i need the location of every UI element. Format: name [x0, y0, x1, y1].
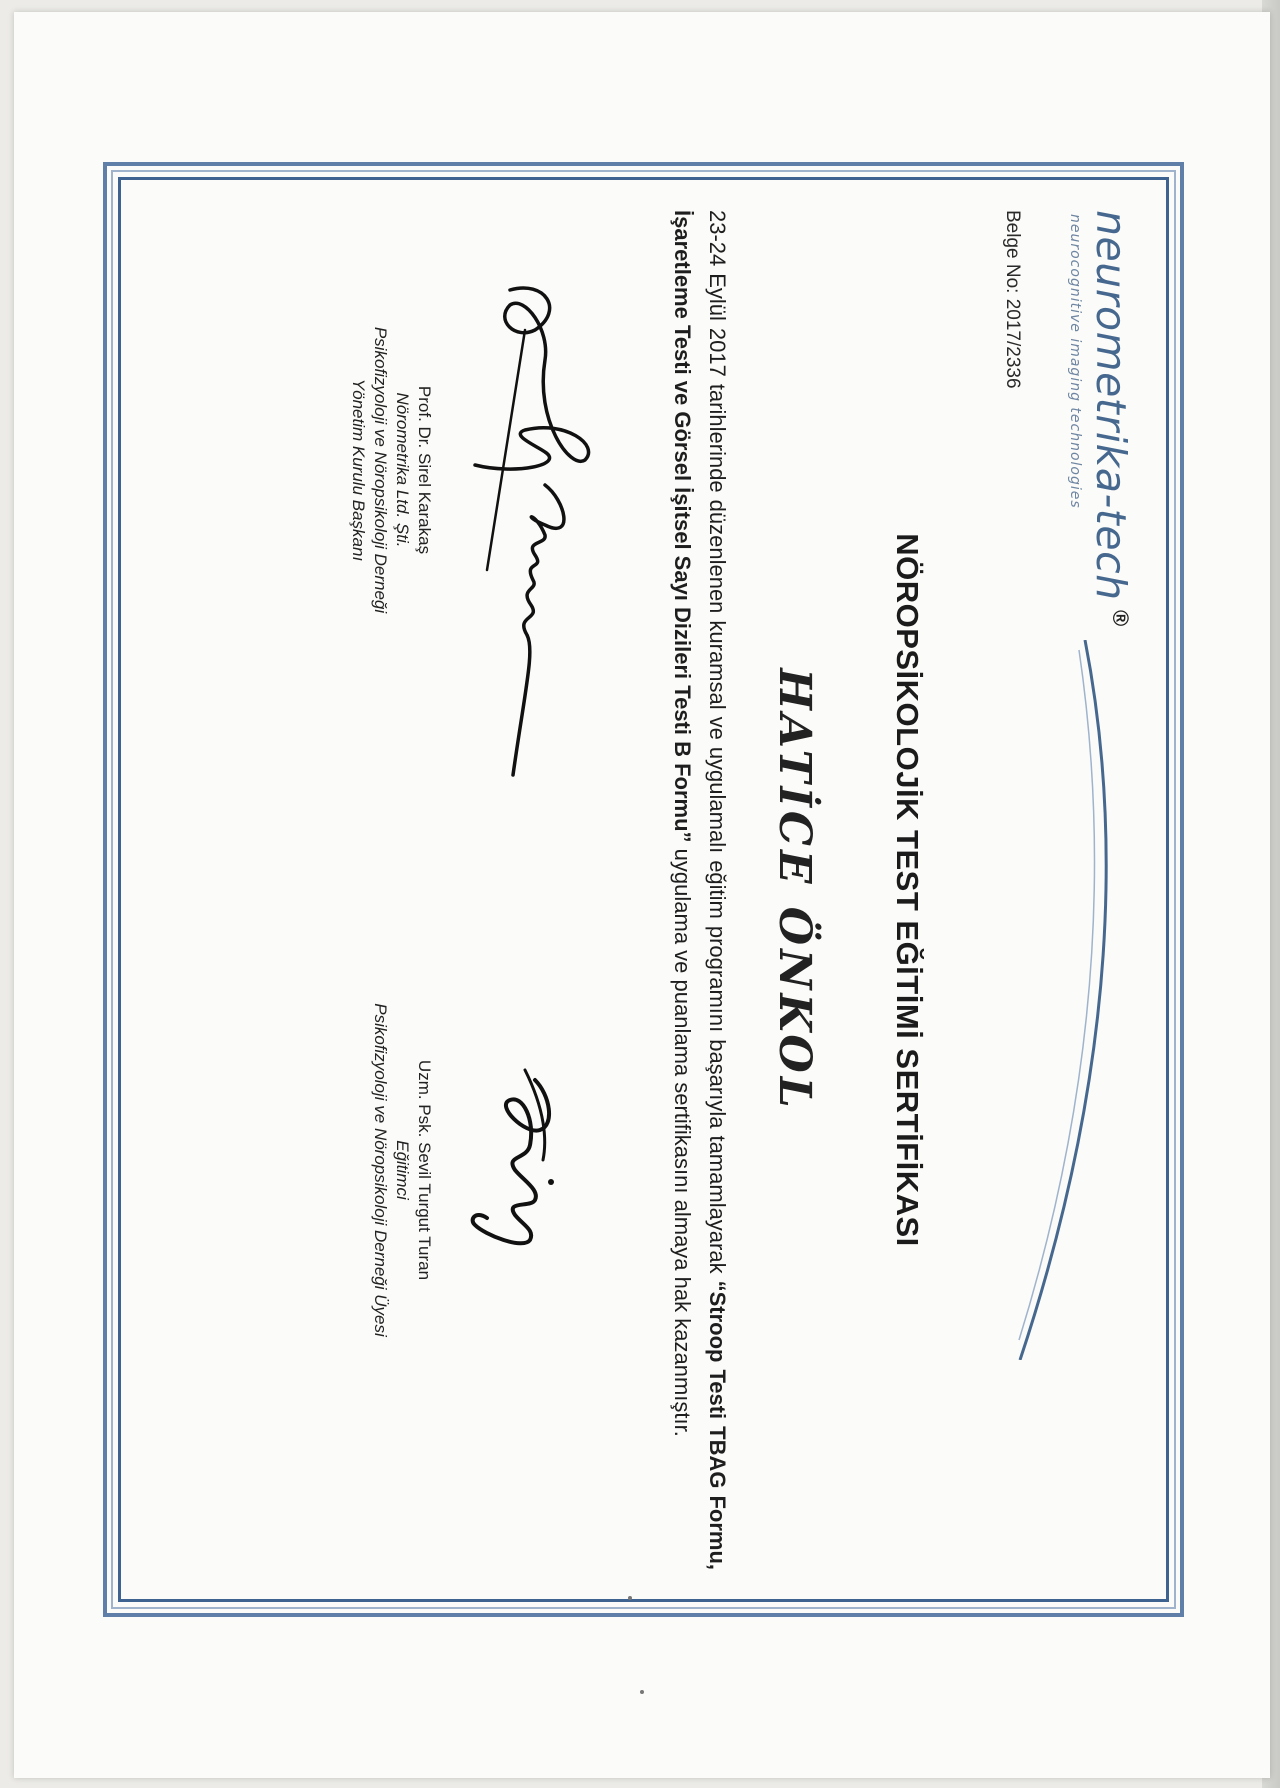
registered-mark: ® — [1108, 610, 1133, 627]
signatory-right-association: Psikofizyoloji ve Nöropsikoloji Derneği Üyesi — [371, 1003, 390, 1337]
signatory-right-name: Uzm. Psk. Sevil Turgut Turan — [415, 1059, 434, 1281]
certificate-title: NÖROPSİKOLOJİK TEST EĞİTİMİ SERTİFİKASI — [890, 533, 925, 1247]
signatory-left — [347, 260, 435, 680]
signatory-left-company: Nörometrika Ltd. Şti. — [393, 392, 412, 548]
body-text-part1: 23-24 Eylül 2017 tarihlerinde düzenlenen kuramsal ve uygulamalı eğitim programını başarıyla tamamlayarak — [705, 210, 730, 1281]
document-number: Belge No: 2017/2336 — [1002, 210, 1023, 389]
signatory-right-role: Eğitimci — [393, 1140, 412, 1200]
signatory-left-role: Yönetim Kurulu Başkanı — [349, 378, 368, 562]
certificate-content — [275, 210, 1135, 1570]
signatory-left-association: Psikofizyoloji ve Nöropsikoloji Derneği — [371, 326, 390, 614]
signatory-right — [369, 940, 435, 1400]
logo-tagline: neurocognitive imaging technologies — [1067, 214, 1083, 509]
logo-swoosh-icon — [1015, 640, 1115, 1360]
signature-left — [455, 270, 605, 790]
certificate-body — [665, 210, 735, 1570]
logo-brand-text: neurometrika-tech — [1087, 210, 1135, 601]
paper-speck — [640, 1690, 644, 1694]
signatory-left-name: Prof. Dr. Sirel Karakaş — [415, 385, 434, 555]
body-text-courses: “Stroop Testi TBAG Formu, İşaretleme Testi ve Görsel İşitsel Sayı Dizileri Testi B Formu” — [670, 210, 730, 1570]
signature-right — [465, 1050, 595, 1270]
paper-speck — [628, 1596, 632, 1600]
recipient-name: HATİCE ÖNKOL — [769, 668, 820, 1112]
body-text-part2: uygulama ve puanlama sertifikasını almaya hak kazanmıştır. — [670, 842, 695, 1437]
